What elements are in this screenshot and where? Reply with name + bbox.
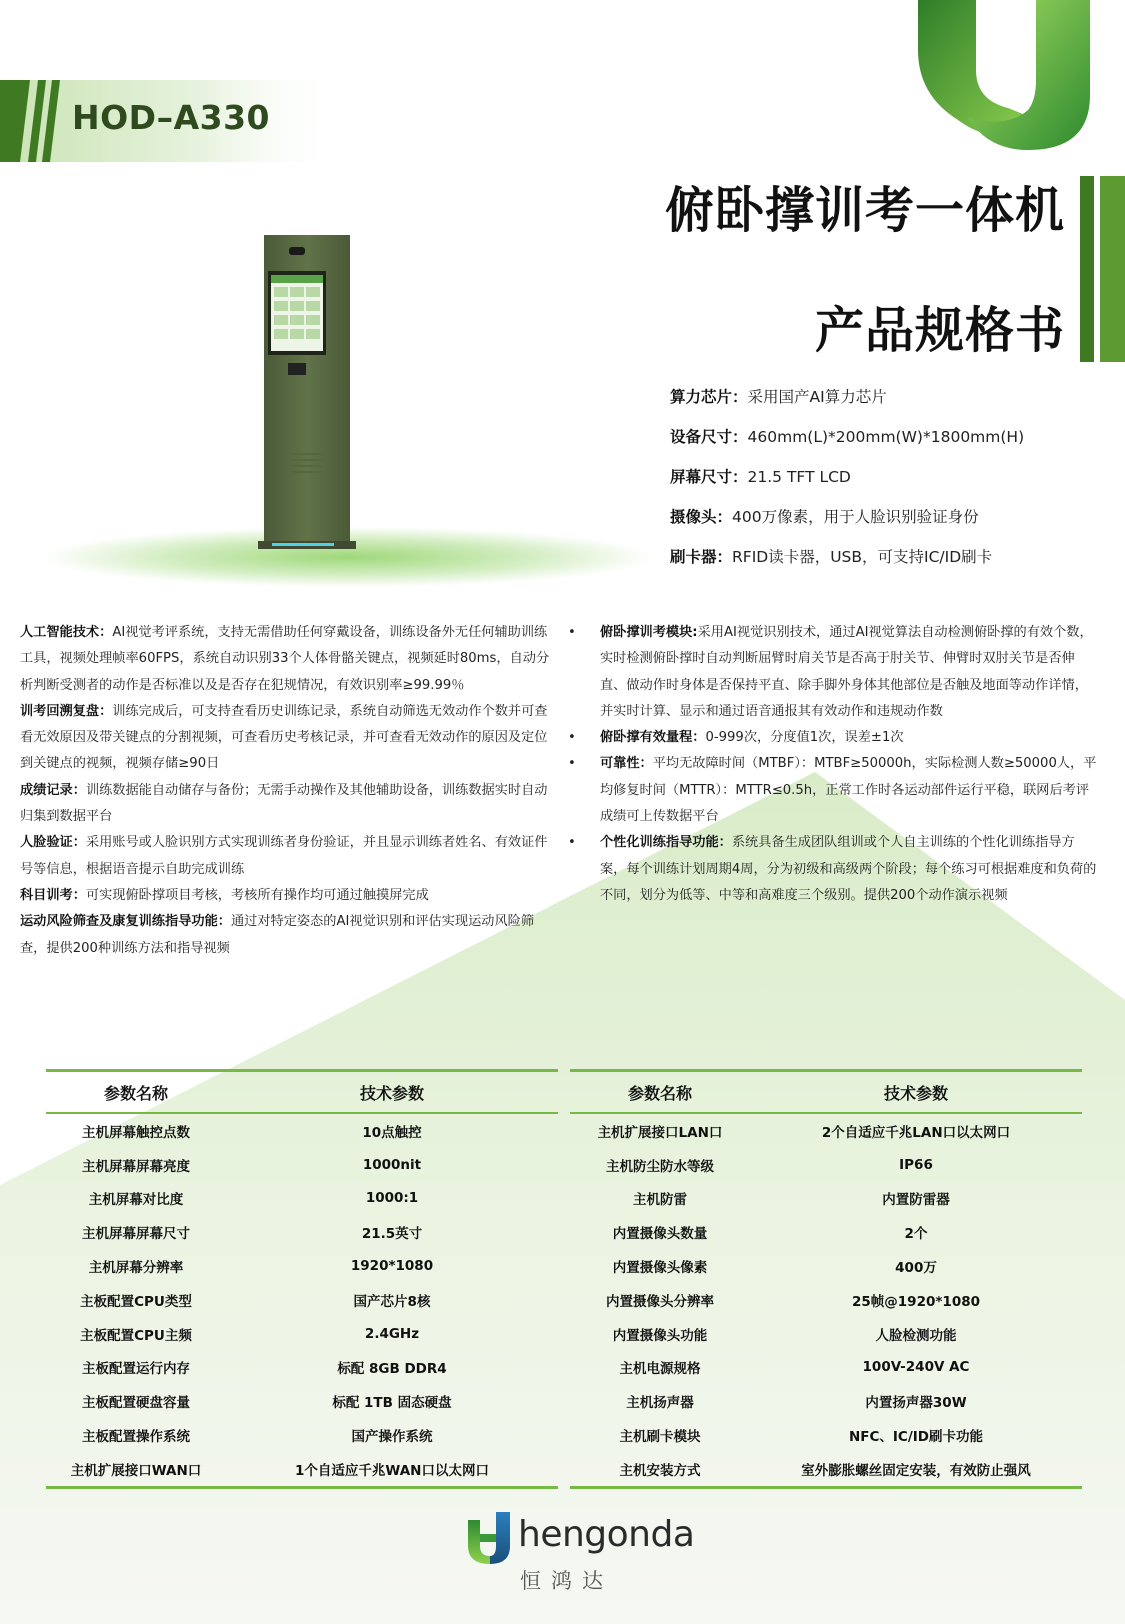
quick-spec-size: 设备尺寸：460mm(L)*200mm(W)*1800mm(H) bbox=[670, 428, 1025, 446]
feature-risk-screening: 运动风险筛查及康复训练指导功能：通过对特定姿态的AI视觉识别和评估实现运动风险筛查，提供200种训练方法和指导视频 bbox=[20, 914, 535, 956]
feature-pushup-module: • 俯卧撑训考模块:采用AI视觉识别技术，通过AI视觉算法自动检测俯卧撑的有效个数，实时检测俯卧撑时自动判断屈臂时肩关节是否高于肘关节、伸臂时双肘关节是否伸直、做动作时身体是否保持平直、除手脚外身体其他部位是否触及地面等动作详情，并实时计算、显示和通过语音通报其有效动作和违规动作数 bbox=[568, 625, 1093, 719]
spec-table-right bbox=[570, 1069, 1082, 1489]
table-row: 主板配置CPU主频 2.4GHz bbox=[80, 1325, 420, 1344]
table-header-value: 技术参数 bbox=[750, 1071, 1082, 1114]
right-accent-bars bbox=[1080, 176, 1125, 362]
table-row: 内置摄像头功能 人脸检测功能 bbox=[612, 1327, 957, 1344]
feature-reliability: • 可靠性：平均无故障时间（MTBF）：MTBF≥50000h，实际检测人数≥50000人，平均修复时间（MTTR）：MTTR≤0.5h，正常工作时各运动部件运行平稳，联网后考评成绩可上传数据平台 bbox=[568, 756, 1097, 825]
product-title: 俯卧撑训考一体机 bbox=[664, 182, 1065, 239]
table-row: 主机扩展接口WAN口 1个自适应千兆WAN口以太网口 bbox=[46, 1452, 558, 1487]
brand-name: hengonda bbox=[518, 1514, 695, 1555]
quick-spec-camera: 摄像头：400万像素，用于人脸识别验证身份 bbox=[670, 508, 979, 526]
table-row: 主板配置CPU类型 国产芯片8核 bbox=[80, 1293, 431, 1310]
features-left bbox=[20, 620, 555, 962]
table-row: 主板配置运行内存 标配 8GB DDR4 bbox=[82, 1361, 447, 1378]
table-row: 内置摄像头像素 400万 bbox=[612, 1260, 937, 1277]
table-row: 内置摄像头数量 2个 bbox=[612, 1226, 928, 1243]
device-illustration bbox=[30, 235, 660, 595]
brand-name-cn: 恒鸿达 bbox=[520, 1569, 613, 1593]
model-band bbox=[0, 80, 340, 162]
features-right bbox=[568, 620, 1100, 909]
hengonda-logo-icon bbox=[466, 1512, 514, 1564]
feature-review: 训考回溯复盘：训练完成后，可支持查看历史训练记录，系统自动筛选无效动作个数并可查看无效原因及带关键点的分割视频，可查看历史考核记录，并可查看无效动作的原因及定位到关键点的视频，视频存储≥90日 bbox=[20, 703, 548, 772]
table-header-value: 技术参数 bbox=[226, 1071, 558, 1114]
footer-logo bbox=[466, 1512, 695, 1602]
model-code: HOD–A330 bbox=[72, 98, 270, 137]
table-row: 主机屏幕触控点数 10点触控 bbox=[82, 1124, 422, 1141]
table-row: 主板配置操作系统 国产操作系统 bbox=[82, 1429, 433, 1446]
spec-table-left bbox=[46, 1069, 558, 1489]
feature-ai: 人工智能技术：AI视觉考评系统，支持无需借助任何穿戴设备，训练设备外无任何辅助训练工具，视频处理帧率60FPS，系统自动识别33个人体骨骼关键点，视频延时80ms，自动分析判断受测者的动作是否标准以及是否存在犯规情况，有效识别率≥99.99％ bbox=[20, 625, 550, 693]
table-row: 主机扬声器 内置扬声器30W bbox=[626, 1395, 967, 1412]
table-row: 主机防雷 内置防雷器 bbox=[633, 1192, 950, 1209]
feature-records: 成绩记录：训练数据能自动储存与备份；无需手动操作及其他辅助设备，训练数据实时自动归集到数据平台 bbox=[20, 782, 548, 825]
table-row: 主机安装方式 室外膨胀螺丝固定安装，有效防止强风 bbox=[570, 1452, 1082, 1487]
table-row: 主机屏幕屏幕亮度 1000nit bbox=[82, 1156, 422, 1175]
feature-range: • 俯卧撑有效量程：0-999次，分度值1次，误差±1次 bbox=[568, 730, 904, 746]
quick-spec-screen: 屏幕尺寸：21.5 TFT LCD bbox=[670, 468, 851, 486]
table-row: 主机屏幕屏幕尺寸 21.5英寸 bbox=[82, 1226, 423, 1243]
camera-icon bbox=[289, 247, 305, 255]
table-row: 主机屏幕对比度 1000:1 bbox=[88, 1190, 419, 1209]
feature-face-verify: 人脸验证：采用账号或人脸识别方式实现训练者身份验证，并且显示训练者姓名、有效证件号等信息，根据语音提示自助完成训练 bbox=[20, 835, 548, 877]
quick-specs bbox=[670, 386, 1100, 586]
device-screen bbox=[271, 275, 323, 351]
table-row: 主机防尘防水等级 IP66 bbox=[606, 1156, 933, 1175]
feature-subject: 科目训考：可实现俯卧撑项目考核，考核所有操作均可通过触摸屏完成 bbox=[20, 887, 429, 903]
card-reader-icon bbox=[288, 363, 306, 375]
quick-spec-card-reader: 刷卡器：RFID读卡器，USB，可支持IC/ID刷卡 bbox=[670, 548, 993, 566]
table-row: 主机扩展接口LAN口 2个自适应千兆LAN口以太网口 bbox=[597, 1124, 1011, 1141]
base-light bbox=[272, 543, 334, 546]
brand-mark-icon bbox=[918, 0, 1108, 152]
table-header-name: 参数名称 bbox=[46, 1071, 226, 1114]
table-header-name: 参数名称 bbox=[570, 1071, 750, 1114]
table-row: 主机屏幕分辨率 1920*1080 bbox=[88, 1258, 434, 1277]
feature-personalized: • 个性化训练指导功能：系统具备生成团队组训或个人自主训练的个性化训练指导方案，每个训练计划周期4周，分为初级和高级两个阶段；每个练习可根据难度和负荷的不同，划分为低等、中等和高难度三个级别。提供200个动作演示视频 bbox=[568, 835, 1097, 903]
table-row: 内置摄像头分辨率 25帧@1920*1080 bbox=[606, 1293, 980, 1310]
table-row: 主机电源规格 100V-240V AC bbox=[619, 1359, 970, 1378]
table-row: 主板配置硬盘容量 标配 1TB 固态硬盘 bbox=[82, 1395, 452, 1412]
quick-spec-chip: 算力芯片：采用国产AI算力芯片 bbox=[670, 388, 887, 406]
table-row: 主机刷卡模块 NFC、IC/ID刷卡功能 bbox=[619, 1429, 984, 1446]
product-subtitle: 产品规格书 bbox=[814, 302, 1065, 359]
